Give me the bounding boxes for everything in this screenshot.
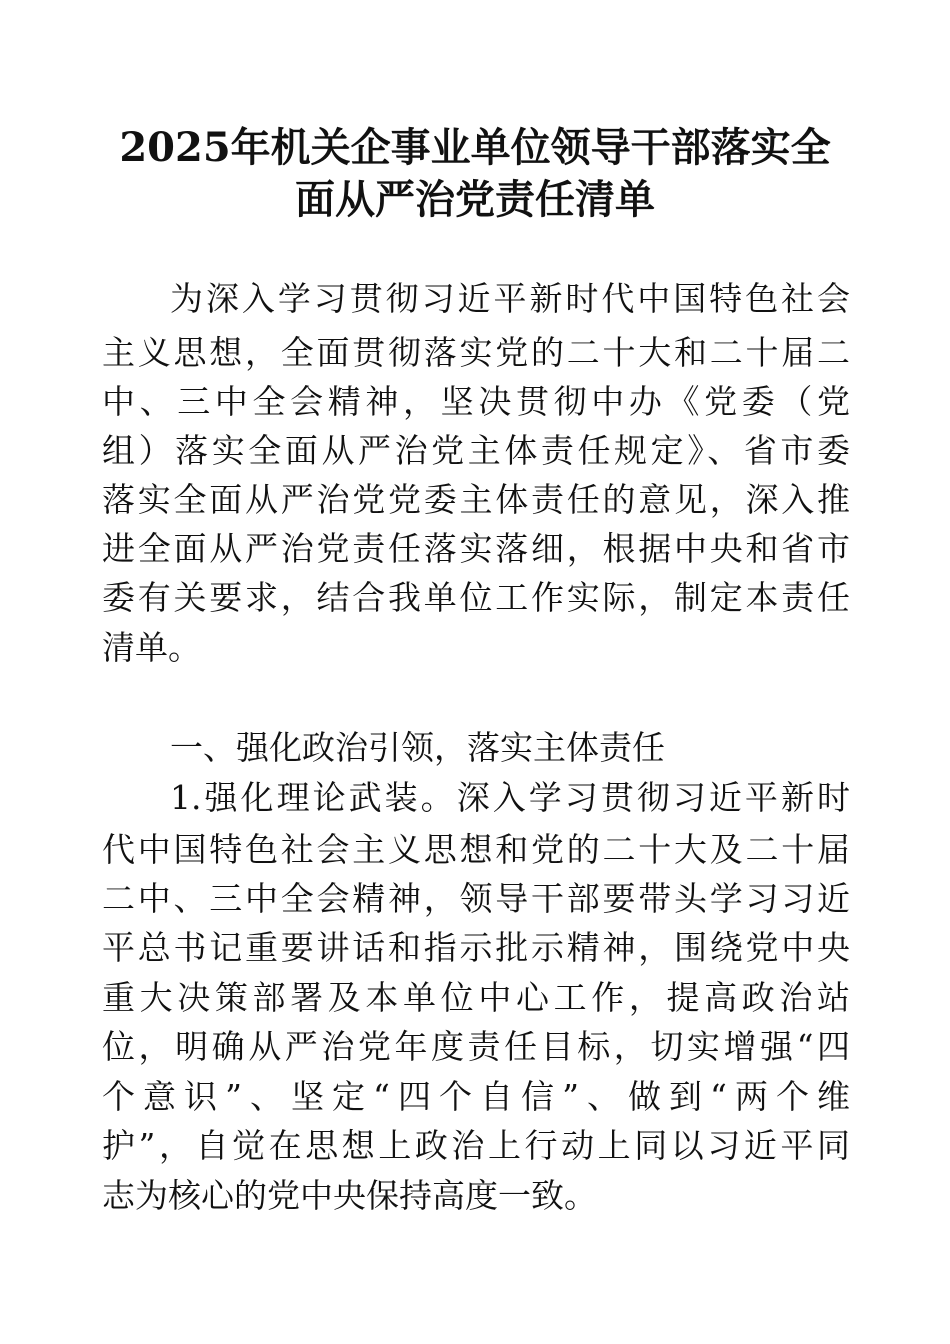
item-paragraph-line: 平总书记重要讲话和指示批示精神，围绕党中央 bbox=[102, 928, 850, 967]
intro-paragraph-line: 中、三中全会精神，坚决贯彻中办《党委（党 bbox=[102, 382, 850, 421]
intro-paragraph-line: 组）落实全面从严治党主体责任规定》、省市委 bbox=[102, 431, 850, 470]
intro-paragraph-line: 清单。 bbox=[102, 628, 201, 667]
item-paragraph-line: 护”，自觉在思想上政治上行动上同以习近平同 bbox=[102, 1126, 850, 1165]
item-paragraph-line: 个意识”、坚定“四个自信”、做到“两个维 bbox=[102, 1077, 850, 1116]
intro-paragraph-line: 进全面从严治党责任落实落细，根据中央和省市 bbox=[102, 529, 850, 568]
intro-paragraph-line: 主义思想，全面贯彻落实党的二十大和二十届二 bbox=[102, 333, 850, 372]
item-paragraph-line: 二中、三中全会精神，领导干部要带头学习习近 bbox=[102, 879, 850, 918]
intro-paragraph-line: 委有关要求，结合我单位工作实际，制定本责任 bbox=[102, 578, 850, 617]
item-paragraph-line: 位，明确从严治党年度责任目标，切实增强“四 bbox=[102, 1027, 850, 1066]
intro-paragraph-line: 为深入学习贯彻习近平新时代中国特色社会 bbox=[170, 279, 850, 318]
item-paragraph-line: 代中国特色社会主义思想和党的二十大及二十届 bbox=[102, 830, 850, 869]
section-heading: 一、强化政治引领，落实主体责任 bbox=[170, 728, 665, 767]
item-paragraph-line: 志为核心的党中央保持高度一致。 bbox=[102, 1176, 597, 1215]
intro-paragraph-line: 落实全面从严治党党委主体责任的意见，深入推 bbox=[102, 480, 850, 519]
title-line: 面从严治党责任清单 bbox=[295, 176, 655, 223]
item-paragraph-line: 重大决策部署及本单位中心工作，提高政治站 bbox=[102, 978, 850, 1017]
title-line: 2025年机关企事业单位领导干部落实全 bbox=[119, 124, 831, 171]
document-title bbox=[100, 122, 850, 226]
item-paragraph-line: 1.强化理论武装。深入学习贯彻习近平新时 bbox=[170, 778, 850, 817]
